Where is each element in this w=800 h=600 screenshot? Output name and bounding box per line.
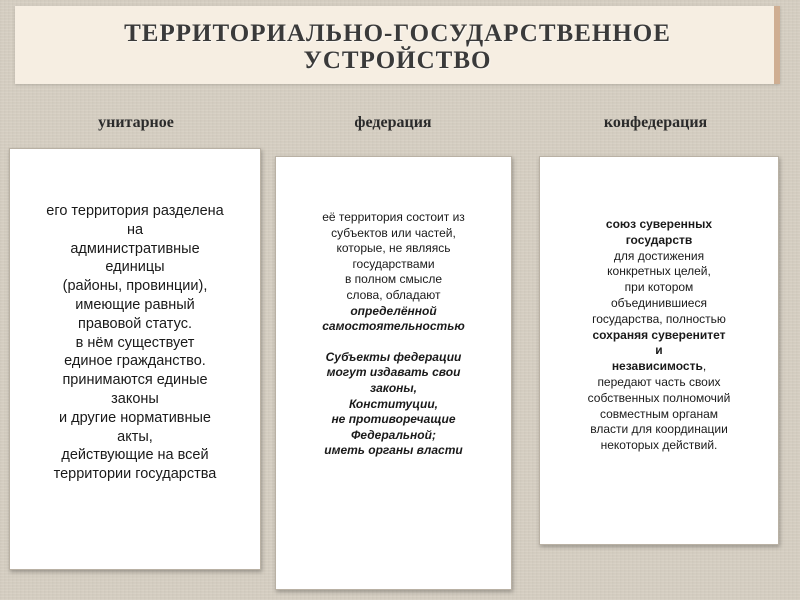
- text-line: и другие нормативные: [58, 409, 211, 426]
- text-line: территории государства: [53, 466, 217, 483]
- text-line: государствами: [352, 256, 435, 271]
- subjects-line: Федеральной;: [351, 427, 436, 442]
- emphasis-line: определённой: [350, 303, 437, 318]
- text-line: собственных полномочий: [587, 390, 731, 405]
- text-line: (районы, провинции),: [62, 278, 208, 295]
- unitary-card: [9, 148, 261, 570]
- bold-word: независимость: [611, 359, 703, 374]
- page-title: [15, 20, 780, 74]
- emphasis-line: самостоятельностью: [322, 319, 465, 334]
- text-line: правовой статус.: [78, 315, 192, 332]
- text-line: слова, обладают: [346, 287, 441, 302]
- subjects-line: могут издавать свои: [326, 365, 461, 380]
- confederation-card: [539, 156, 779, 545]
- text-line: передают часть своих: [597, 374, 721, 389]
- title-band: [15, 6, 780, 84]
- text-line: в нём существует: [75, 334, 195, 351]
- text-line: субъектов или частей,: [331, 225, 456, 240]
- unitary-description: [10, 202, 260, 484]
- text-line: единое гражданство.: [64, 353, 206, 370]
- confederation-description: [540, 217, 778, 454]
- text-line: её территория состоит из: [322, 210, 465, 224]
- column-label-federation: федерация: [354, 114, 432, 131]
- column-label-confederation: конфедерация: [603, 114, 708, 131]
- text-line: его территория разделена: [46, 203, 224, 219]
- text-line: административные: [70, 240, 200, 257]
- text-line: государства, полностью: [592, 311, 726, 326]
- subjects-line: иметь органы власти: [324, 443, 463, 458]
- text-line: действующие на всей: [61, 447, 209, 464]
- text-line: которые, не являясь: [336, 241, 451, 256]
- spacer: [276, 335, 511, 350]
- bold-line: государств: [625, 232, 693, 247]
- text-line: единицы: [105, 259, 165, 276]
- bold-line: сохраняя суверенитет: [592, 327, 726, 342]
- bold-line: союз суверенных: [605, 217, 713, 231]
- title-line-2: УСТРОЙСТВО: [303, 47, 492, 74]
- federation-description: [276, 210, 511, 459]
- subjects-line: законы,: [369, 380, 418, 395]
- text-line: на: [126, 221, 144, 238]
- subjects-line: не противоречащие: [331, 412, 456, 427]
- text-line: имеющие равный: [75, 296, 195, 313]
- subjects-line: Конституции,: [349, 396, 438, 411]
- subjects-line: Субъекты федерации: [325, 349, 462, 364]
- federation-card: [275, 156, 512, 590]
- mixed-line: [540, 359, 778, 375]
- bold-line: и: [655, 343, 663, 358]
- column-label-unitary: унитарное: [98, 114, 174, 131]
- text-line: законы: [111, 390, 159, 407]
- text-line: некоторых действий.: [600, 438, 718, 453]
- text-line: конкретных целей,: [607, 264, 711, 279]
- text-line: власти для координации: [590, 422, 728, 437]
- text-line: в полном смысле: [344, 272, 443, 287]
- text-line: объединившиеся: [611, 295, 707, 310]
- text-line: совместным органам: [600, 406, 718, 421]
- title-line-1: ТЕРРИТОРИАЛЬНО-ГОСУДАРСТВЕННОЕ: [124, 20, 671, 47]
- text-line: принимаются единые: [62, 372, 208, 389]
- comma: ,: [702, 359, 707, 374]
- text-line: акты,: [117, 428, 153, 445]
- text-line: для достижения: [613, 248, 705, 263]
- text-line: при котором: [624, 280, 694, 295]
